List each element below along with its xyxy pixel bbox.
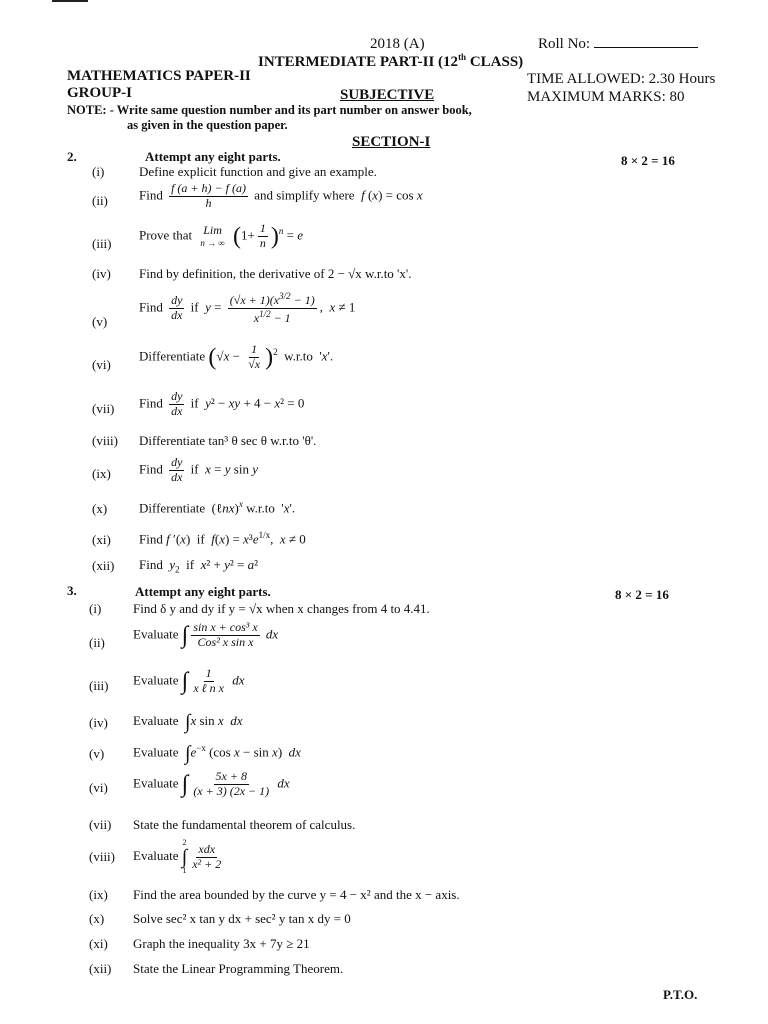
q2-part-text: Differentiate (√x − $\frac{1}{√x}$ )$^2$ w.r.to 'x'.	[139, 342, 334, 371]
q3-part-text: Evaluate ∫ $\frac{\text{sin x + cos³ x}}{\text{Cos² x sin x}}$ dx	[133, 620, 279, 649]
maximum-marks: MAXIMUM MARKS: 80	[527, 89, 685, 105]
q3-part-number: (iii)	[89, 678, 109, 693]
exam-year: 2018 (A)	[370, 36, 425, 52]
q3-part-text: Evaluate ∫ $\frac{1}{\text{x ℓ n x}}$ dx	[133, 666, 245, 695]
q3-heading: Attempt any eight parts.	[135, 584, 271, 599]
q2-part-text: Find by definition, the derivative of 2 − √x w.r.to 'x'.	[139, 266, 412, 281]
q2-part-text: Find $y_2$ if x² + y² = a²	[139, 557, 259, 575]
q3-part-text: Evaluate ∫ $\frac{5x + 8}{(x + 3) (2x - 1)}$ dx	[133, 769, 290, 798]
scan-mark	[52, 0, 88, 2]
time-allowed: TIME ALLOWED: 2.30 Hours	[527, 71, 716, 87]
note-line-1: NOTE: - Write same question number and its part number on answer book,	[67, 103, 472, 117]
group: GROUP-I	[67, 85, 132, 101]
q2-part-text: Define explicit function and give an example.	[139, 164, 377, 179]
q3-part-number: (iv)	[89, 715, 108, 730]
q2-part-number: (ii)	[92, 193, 108, 208]
q3-part-text: Evaluate $\int e^{-x}$ (cos x − sin x) dx	[133, 742, 301, 765]
q3-part-text: Find δ y and dy if y = √x when x changes from 4 to 4.41.	[133, 601, 430, 616]
q2-part-text: Prove that Lim n → ∞ (1+ $\frac{1}{n}$ )$^n$ = e	[139, 221, 303, 250]
q3-part-number: (x)	[89, 911, 105, 926]
q2-part-number: (vi)	[92, 357, 111, 372]
exam-title: INTERMEDIATE PART-II (12th CLASS)	[258, 52, 524, 70]
q2-marks: 8 × 2 = 16	[621, 153, 675, 168]
section-title: SECTION-I	[352, 134, 431, 150]
q2-part-text: Find $\frac{dy}{dx}$ if y = $\frac{(√x + 1)(x^{3/2} - 1)}{x^{1/2} - 1}$ , x ≠ 1	[139, 291, 356, 325]
q2-number: 2.	[67, 149, 77, 164]
q2-part-text: Find f ′(x) if $f(x) = x^3e^{1/x}$, x ≠ 0	[139, 530, 306, 547]
q3-part-text: Graph the inequality 3x + 7y ≥ 21	[133, 936, 310, 951]
q3-part-number: (xi)	[89, 936, 108, 951]
q3-part-number: (i)	[89, 601, 102, 616]
q2-part-number: (vii)	[92, 401, 115, 416]
q2-heading: Attempt any eight parts.	[145, 149, 281, 164]
q2-part-number: (x)	[92, 501, 108, 516]
q3-part-number: (ii)	[89, 635, 105, 650]
q2-part-text: Find $\frac{dy}{dx}$ if x = y sin y	[139, 455, 258, 484]
q2-part-number: (xii)	[92, 558, 115, 573]
q3-part-number: (v)	[89, 746, 105, 761]
q2-part-number: (i)	[92, 164, 105, 179]
q3-number: 3.	[67, 583, 77, 598]
q2-part-text: Find $\frac{dy}{dx}$ if y² − xy + 4 − x² = 0	[139, 389, 305, 418]
q2-part-number: (iv)	[92, 266, 111, 281]
q2-part-number: (iii)	[92, 236, 112, 251]
q2-part-text: Find $\frac{f (a + h) - f (a)}{h}$ and simplify where f (x) = cos x	[139, 181, 423, 210]
q3-part-text: Find the area bounded by the curve y = 4 − x² and the x − axis.	[133, 887, 460, 902]
q3-part-number: (vii)	[89, 817, 112, 832]
q2-part-text: Differentiate (ℓnx)$^x$ w.r.to 'x'.	[139, 499, 296, 516]
q2-part-text: Differentiate tan³ θ sec θ w.r.to 'θ'.	[139, 433, 317, 448]
subject: MATHEMATICS PAPER-II	[67, 68, 251, 84]
q2-part-number: (xi)	[92, 532, 111, 547]
paper-type: SUBJECTIVE	[340, 87, 435, 103]
pto-label: P.T.O.	[663, 987, 698, 1002]
q3-marks: 8 × 2 = 16	[615, 587, 669, 602]
q3-part-number: (viii)	[89, 849, 115, 864]
q3-part-text: State the fundamental theorem of calculus.	[133, 817, 356, 832]
q3-part-text: Evaluate 2 ∫ 1 $\frac{\text{xdx}}{\text{x² + 2}}$	[133, 838, 222, 875]
q2-part-number: (viii)	[92, 433, 118, 448]
q2-part-number: (ix)	[92, 466, 111, 481]
q3-part-number: (vi)	[89, 780, 108, 795]
q3-part-text: State the Linear Programming Theorem.	[133, 961, 344, 976]
q3-part-text: Evaluate ∫x sin x dx	[133, 711, 243, 733]
note-line-2: as given in the question paper.	[127, 118, 288, 132]
roll-blank	[594, 47, 698, 48]
roll-number: Roll No:	[538, 36, 698, 53]
q3-part-number: (ix)	[89, 887, 108, 902]
q3-part-text: Solve sec² x tan y dx + sec² y tan x dy = 0	[133, 911, 351, 926]
q3-part-number: (xii)	[89, 961, 112, 976]
q2-part-number: (v)	[92, 314, 108, 329]
